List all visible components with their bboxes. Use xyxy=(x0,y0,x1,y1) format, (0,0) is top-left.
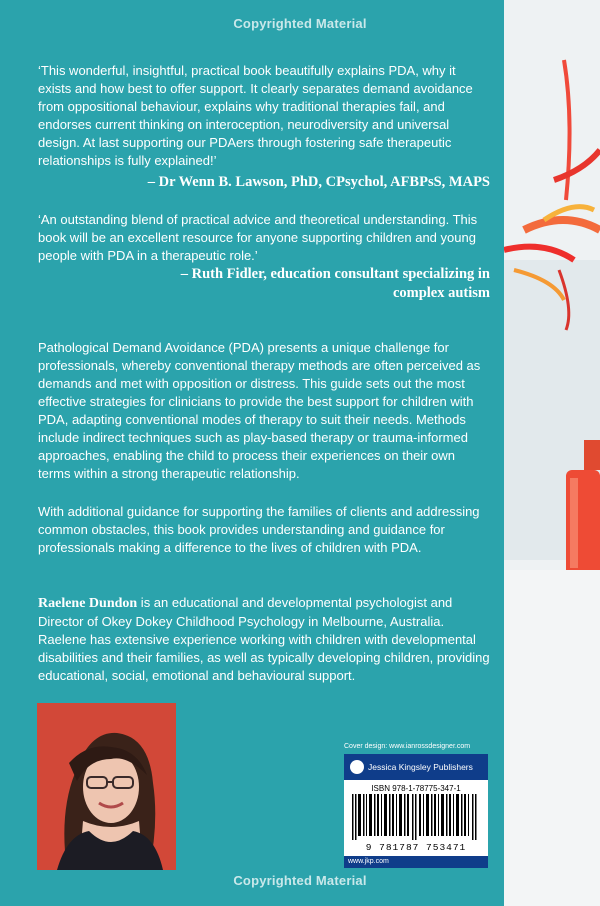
quote-1-text: ‘This wonderful, insightful, practical book beautifully explains PDA, why it exists and how best to offer support. It clearly separates demand avoidance from oppositional behaviour, explains why traditional therapies fail, and endorses current thinking on interoception, neurodiversity and universal design. At last supporting our PDAers through fostering safe therapeutic relationships is fully explained!’ xyxy=(38,63,473,168)
watermark-bottom: Copyrighted Material xyxy=(233,873,367,888)
barcode-panel xyxy=(344,754,488,868)
quote-1-attribution-wrap xyxy=(38,172,490,194)
quote-2-attribution-line2: complex autism xyxy=(392,285,490,301)
description-paragraph-1: Pathological Demand Avoidance (PDA) presents a unique challenge for professionals, whereby conventional therapy methods are often perceived as demands and met with opposition or distress. This guide sets out the most effective strategies for clinicians to provide the best support for children with PDA, adapting conventional modes of therapy to suit their needs. Methods include indirect techniques such as play-based therapy or trauma-informed approaches, enabling the child to process their experiences on their own terms within a strong therapeutic relationship. xyxy=(38,340,481,481)
publisher-name: Jessica Kingsley Publishers xyxy=(368,762,473,772)
quote-1 xyxy=(38,62,490,170)
publisher-website: www.jkp.com xyxy=(344,856,488,868)
watermark-top: Copyrighted Material xyxy=(233,16,367,31)
author-photo xyxy=(37,703,176,870)
quote-2 xyxy=(38,211,490,265)
flower-and-bottle-image xyxy=(504,0,600,906)
cover-design-credit: Cover design: www.ianrossdesigner.com xyxy=(344,743,471,750)
author-bio-text: is an educational and developmental psychologist and Director of Okey Dokey Childhood Psychology in Melbourne, Australia. Raelene has extensive experience working with children with developmental disabilities and their families, as well as typically developing children, providing educational, social, emotional and behavioural support. xyxy=(38,595,490,683)
quote-2-text: ‘An outstanding blend of practical advice and theoretical understanding. This book will be an excellent resource for anyone supporting children and young people with PDA in a therapeutic role.’ xyxy=(38,212,478,263)
quote-2-attribution-line1: – Ruth Fidler, education consultant specializing in xyxy=(180,266,490,282)
barcode-digits: 9 781787 753471 xyxy=(365,842,467,853)
isbn-text: ISBN 978-1-78775-347-1 xyxy=(371,784,461,793)
quote-2-attribution-wrap xyxy=(38,264,490,304)
barcode xyxy=(352,794,480,840)
cover-photo-edge xyxy=(504,0,600,906)
publisher-logo-icon xyxy=(350,760,364,774)
author-name: Raelene Dundon xyxy=(38,596,138,611)
publisher-bar xyxy=(344,754,488,780)
description-paragraph-2: With additional guidance for supporting the families of clients and addressing common obstacles, this book provides understanding and guidance for professionals making a difference to the lives of children with PDA. xyxy=(38,504,480,555)
author-bio xyxy=(38,594,490,685)
quote-1-attribution: – Dr Wenn B. Lawson, PhD, CPsychol, AFBPsS, MAPS xyxy=(147,174,490,190)
